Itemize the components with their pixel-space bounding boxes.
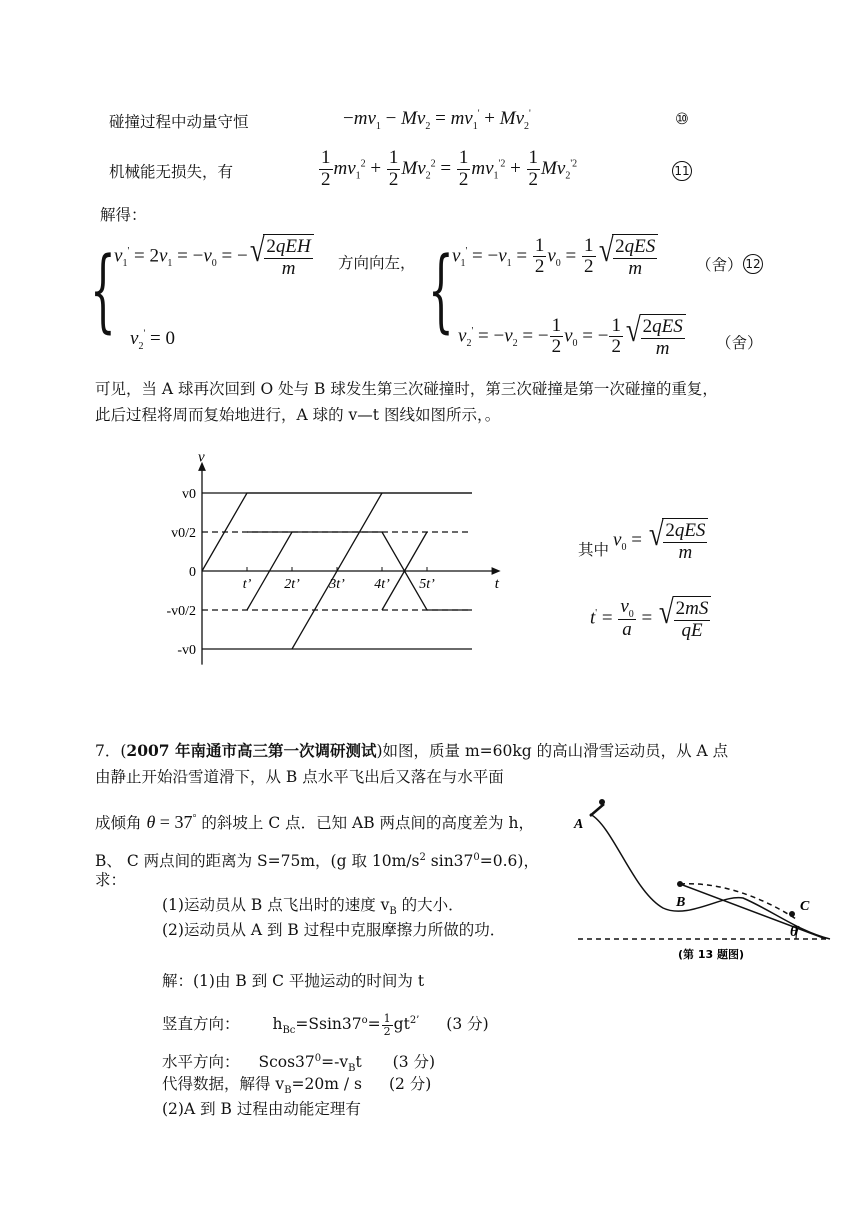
- energy-equation: $\frac{1}{2}$ $mv_1^2$ + $\frac{1}{2}$ $Mv_2^2$ = $\frac{1}{2}$ $mv_1^{'2}$ + $\frac{1}{2}$ $Mv_2^{'2}$: [321, 147, 578, 190]
- figure-caption: (第 13 题图): [678, 948, 745, 961]
- y-tick-label: v0/2: [171, 526, 196, 541]
- problem7-line-5: 求：: [95, 871, 127, 889]
- solution-line-1: 解：(1)由 B 到 C 平抛运动的时间为 t: [162, 972, 425, 990]
- ski-slope-figure: [568, 796, 838, 966]
- problem7-line-2: 由静止开始沿雪道滑下，从 B 点水平飞出后又落在与水平面: [95, 768, 504, 786]
- label-c: C: [800, 899, 810, 914]
- conclusion-line-1: 可见，当 A 球再次回到 O 处与 B 球发生第三次碰撞时，第三次碰撞是第一次碰撞的重复，: [95, 380, 718, 398]
- horizontal-direction-line: 水平方向： $Scos37^0=-v_Bt$ (3 分): [162, 1053, 436, 1075]
- problem7-line-3: 成倾角 θ = 37° 的斜坡上 C 点．已知 AB 两点间的高度差为 h，: [95, 812, 534, 832]
- y-tick-label: v0: [182, 487, 196, 502]
- question-1: (1)运动员从 B 点飞出时的速度 $v_B$ 的大小．: [162, 896, 464, 918]
- equation-number-11: 11: [672, 160, 692, 181]
- question-2: (2)运动员从 A 到 B 过程中克服摩擦力所做的功．: [162, 921, 506, 939]
- y-axis-label: v: [198, 449, 205, 466]
- label-theta: θ: [790, 924, 798, 940]
- problem7-line-4: B、 C 两点间的距离为 S=75m，(g 取 $10m/s^2$ $\sin 37^0=0.6$)，: [95, 852, 539, 871]
- left-brace: {: [90, 238, 116, 343]
- v1prime-alt-equation: $v_1' = -v_1$ = $\frac{1}{2}$ $v_0$ = $\frac{1}{2}$ √ $\frac{\text{2qES}}{m}$: [452, 234, 658, 280]
- discard-note-1: （舍）: [696, 256, 743, 274]
- y-tick-label: -v0/2: [166, 604, 196, 619]
- discard-note-2: （舍）: [716, 334, 763, 352]
- label-a: A: [574, 817, 584, 832]
- right-brace: {: [428, 238, 454, 343]
- x-tick-label: 4t’: [374, 577, 390, 592]
- x-axis-label: t: [494, 576, 499, 592]
- skier-icon: [590, 799, 605, 816]
- solution-line-2: (2)A 到 B 过程由动能定理有: [162, 1100, 361, 1118]
- energy-label: 机械能无损失，有: [109, 163, 234, 181]
- x-tick-label: 3t’: [329, 577, 345, 592]
- y-tick-label: 0: [189, 565, 196, 580]
- x-tick-label: t’: [242, 577, 252, 592]
- solve-label: 解得：: [100, 206, 147, 224]
- x-tick-label: 2t’: [284, 577, 300, 592]
- problem7-line-1: 7．(2007 年南通市高三第一次调研测试)如图，质量 m=60kg 的高山滑雪运动员，从 A 点: [95, 741, 729, 760]
- vt-chart: [150, 448, 499, 663]
- x-tick-label: 5t’: [419, 577, 435, 592]
- v0-definition: $v_0$ = √ $\frac{\text{2qES}}{m}$: [613, 518, 708, 564]
- conclusion-line-2: 此后过程将周而复始地进行，A 球的 v—t 图线如图所示，。: [95, 406, 501, 424]
- substitution-line: 代得数据，解得 $v_B=20m / s$ (2 分): [162, 1075, 432, 1097]
- qizhong-label: 其中: [578, 541, 610, 559]
- v2prime-alt-equation: $v_2' = -v_2$ = − $\frac{1}{2}$ $v_0$ = − $\frac{1}{2}$ √ $\frac{\text{2qES}}{m}$: [458, 314, 686, 360]
- vertical-direction-line: 竖直方向： $h_{Bc}=Ssin37^o=$ $\frac{1}{2}$ $gt^{2’}$ (3 分): [162, 1011, 489, 1038]
- tprime-definition: t' = $\frac{v_0}{a}$ = √ $\frac{2mS}{qE}$: [590, 596, 711, 642]
- label-b: B: [676, 895, 686, 910]
- y-tick-label: -v0: [177, 643, 196, 658]
- equation-number-10: ⑩: [675, 110, 689, 128]
- v2prime-equation: $v_2' = 0$: [130, 328, 175, 352]
- direction-left-text: 方向向左，: [338, 254, 416, 272]
- equation-number-12: 12: [743, 253, 763, 274]
- v1prime-equation: $v_1' = 2v_1 = -v_0$ = − √ $\frac{\text{2qEH}}{m}$: [114, 234, 314, 280]
- momentum-label: 碰撞过程中动量守恒: [109, 113, 249, 131]
- momentum-equation: $-mv_1 - Mv_2 = mv_1' + Mv_2'$: [343, 108, 531, 132]
